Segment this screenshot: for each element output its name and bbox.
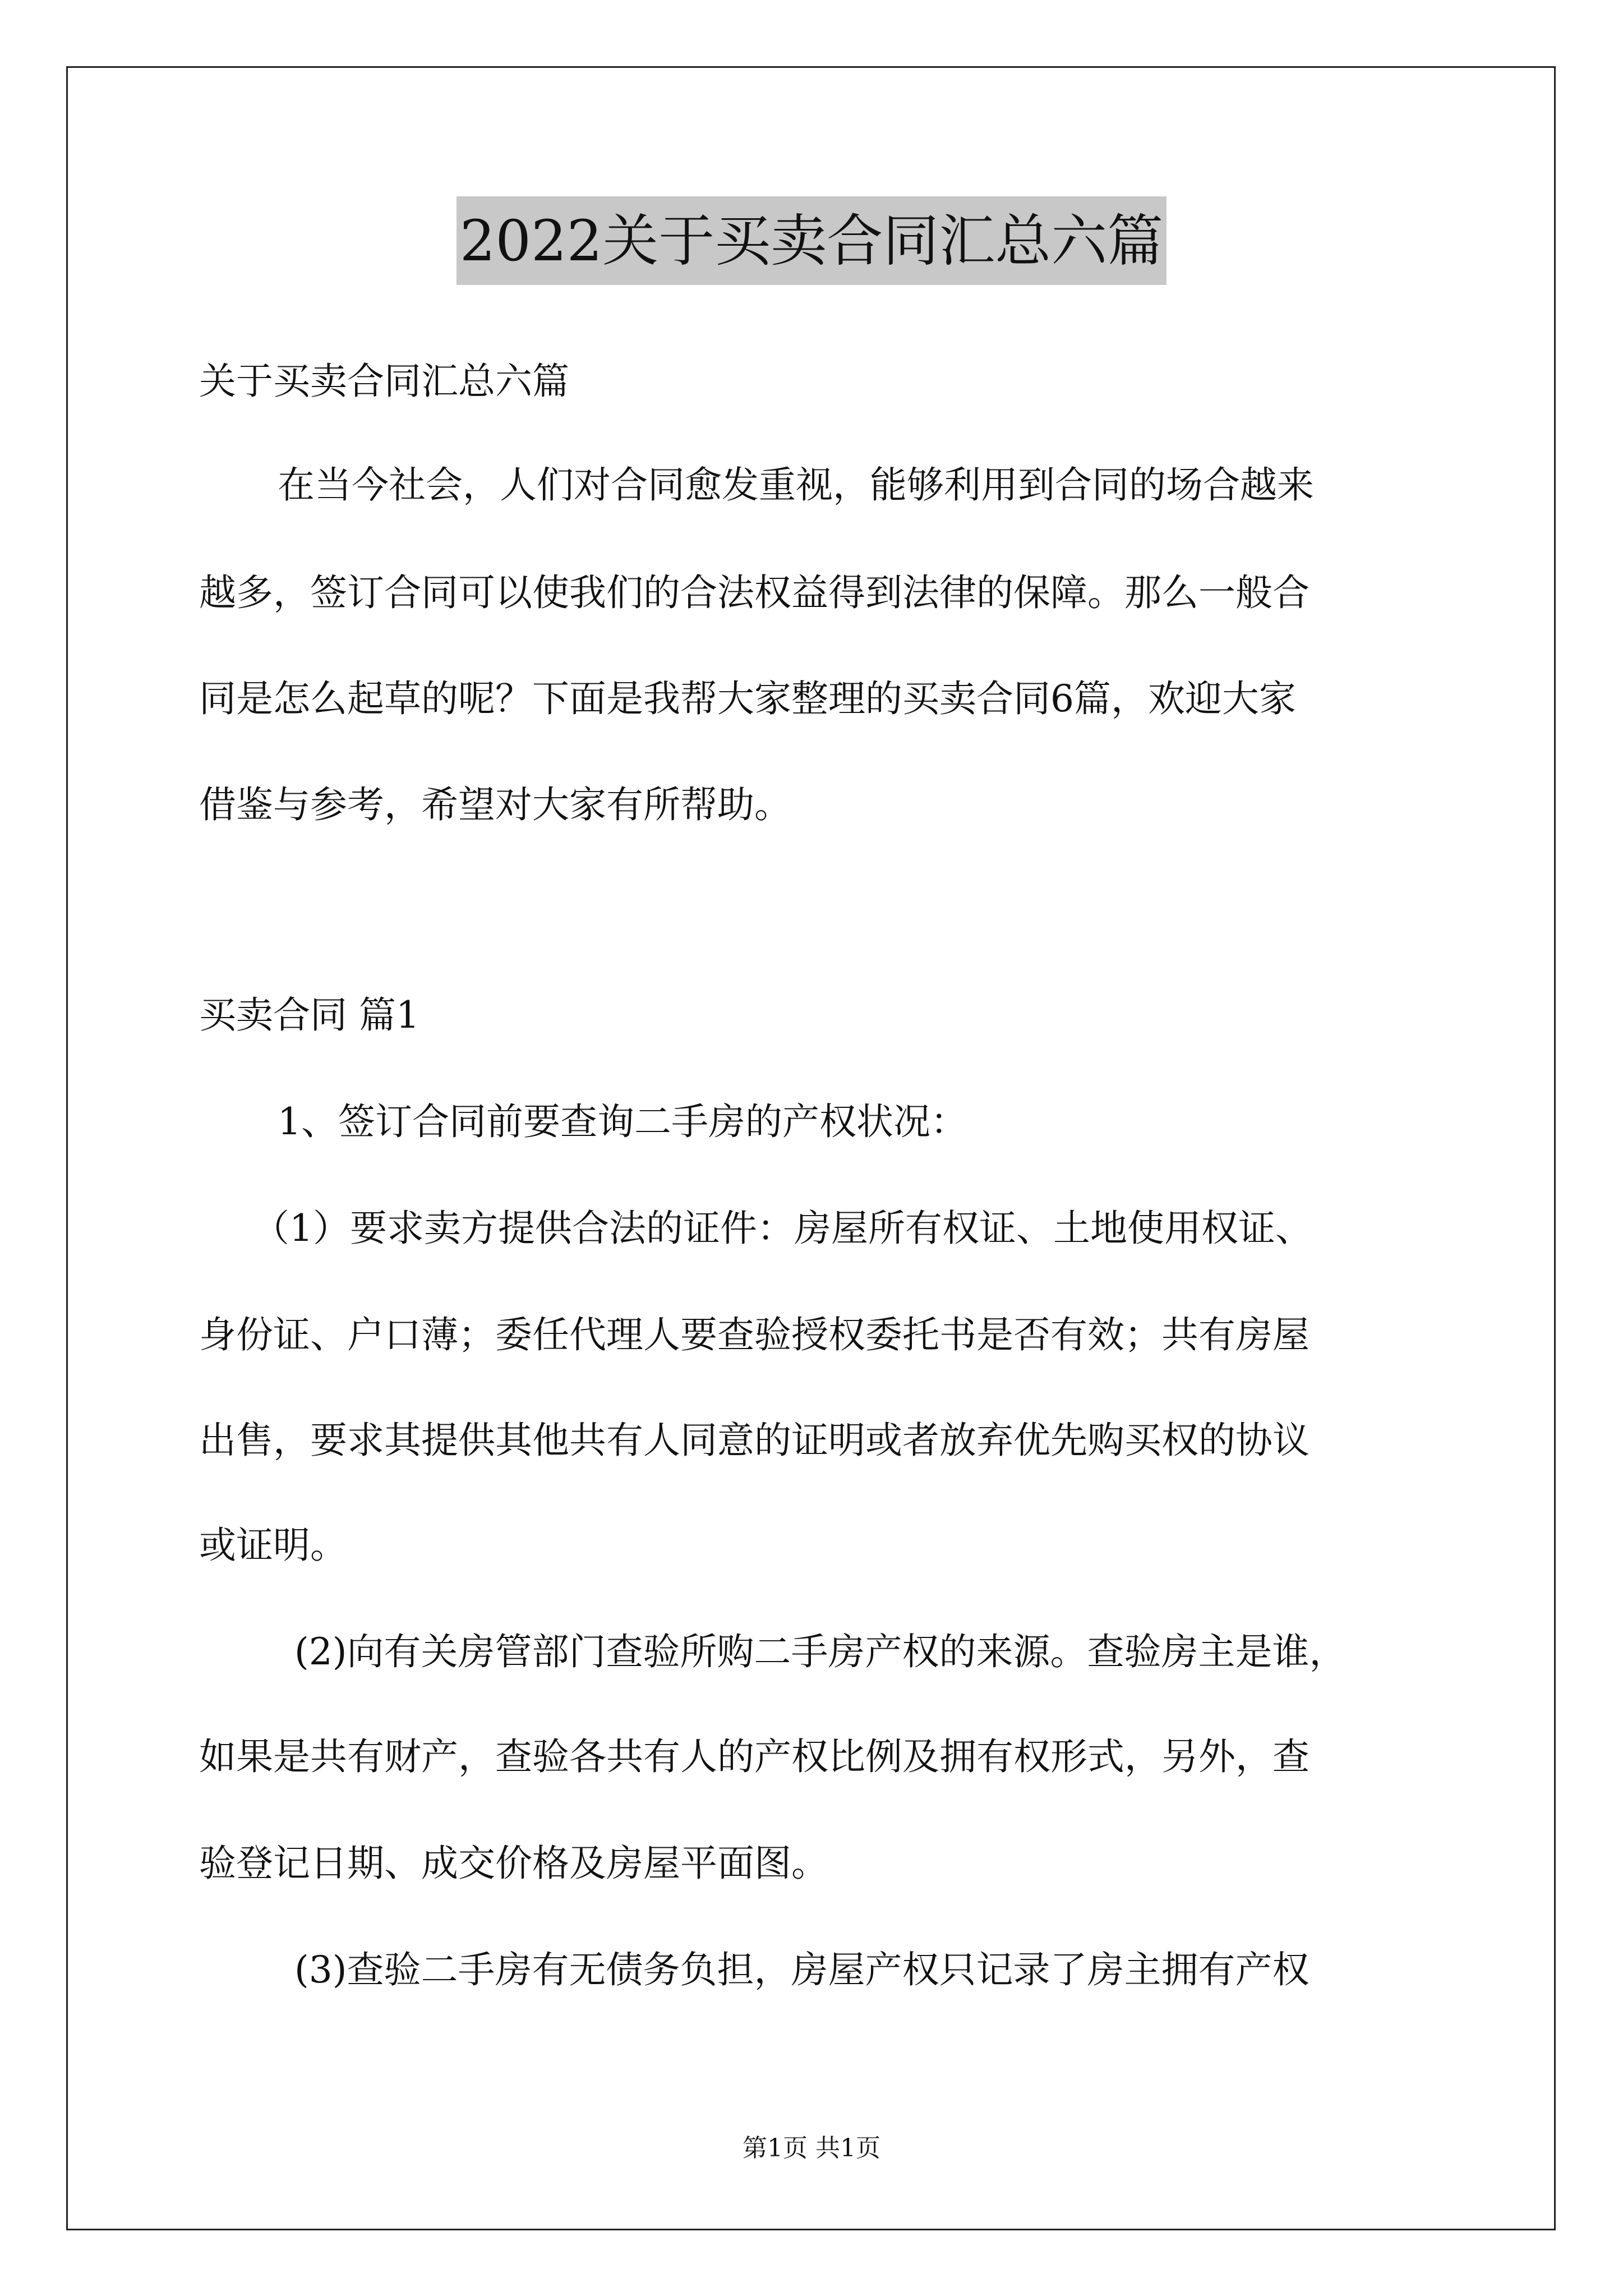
- paragraph-line: 在当今社会，人们对合同愈发重视，能够利用到合同的场合越来: [278, 463, 1314, 507]
- paragraph-line: (2)向有关房管部门查验所购二手房产权的来源。查验房主是谁，: [294, 1630, 1347, 1673]
- document-title: 2022关于买卖合同汇总六篇: [457, 196, 1167, 285]
- paragraph-line: (3)查验二手房有无债务负担，房屋产权只记录了房主拥有产权: [294, 1948, 1310, 1991]
- title-container: [0, 196, 1623, 285]
- paragraph-line: 越多，签订合同可以使我们的合法权益得到法律的保障。那么一般合: [199, 571, 1310, 614]
- paragraph-line: 1、签订合同前要查询二手房的产权状况：: [278, 1100, 967, 1143]
- paragraph-line: 身份证、户口薄；委任代理人要查验授权委托书是否有效；共有房屋: [199, 1313, 1310, 1356]
- paragraph-line: 借鉴与参考，希望对大家有所帮助。: [199, 783, 791, 826]
- paragraph-line: 如果是共有财产，查验各共有人的产权比例及拥有权形式，另外，查: [199, 1735, 1310, 1778]
- page-footer: 第1页 共1页: [743, 2134, 880, 2162]
- paragraph-line: （1）要求卖方提供合法的证件：房屋所有权证、土地使用权证、: [252, 1207, 1312, 1250]
- paragraph-line: 验登记日期、成交价格及房屋平面图。: [199, 1842, 828, 1885]
- paragraph-line: 出售，要求其提供其他共有人同意的证明或者放弃优先购买权的协议: [199, 1419, 1310, 1462]
- subtitle-line: 关于买卖合同汇总六篇: [199, 360, 569, 403]
- paragraph-line: 同是怎么起草的呢？下面是我帮大家整理的买卖合同6篇，欢迎大家: [199, 677, 1296, 720]
- paragraph-line: 或证明。: [199, 1524, 347, 1567]
- section-heading: 买卖合同 篇1: [199, 993, 419, 1037]
